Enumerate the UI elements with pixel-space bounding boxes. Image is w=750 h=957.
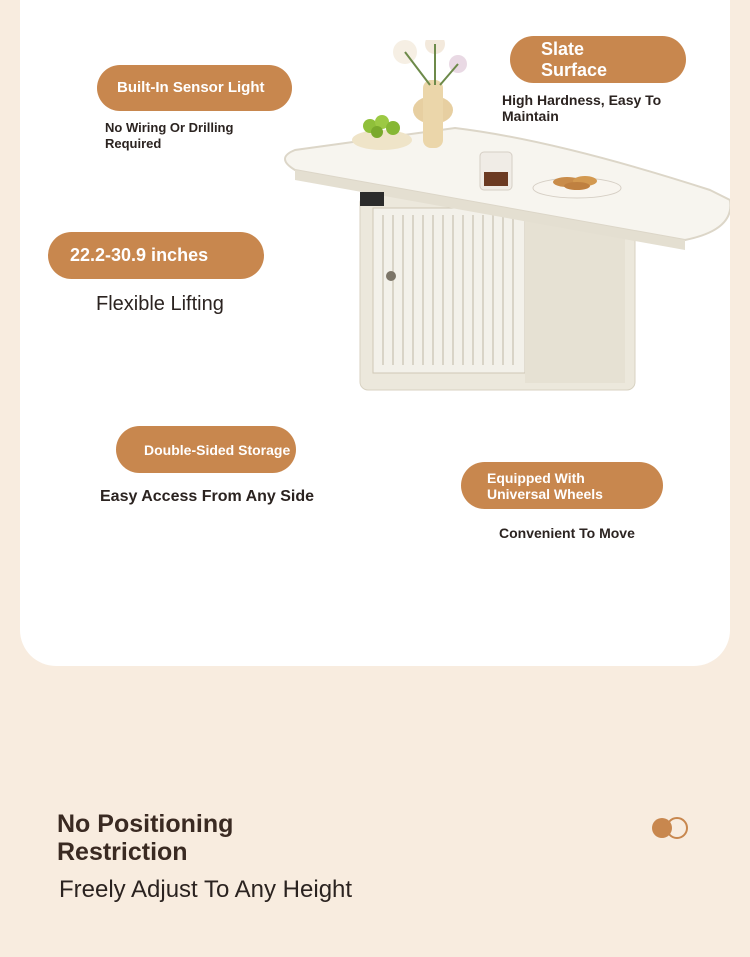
wheels-caption: Convenient To Move bbox=[499, 525, 635, 541]
wheels-badge-text: Equipped With Universal Wheels bbox=[487, 469, 603, 502]
storage-caption: Easy Access From Any Side bbox=[100, 488, 315, 505]
storage-badge-text: Double-Sided Storage bbox=[144, 441, 291, 458]
lifting-caption: Flexible Lifting bbox=[96, 293, 224, 315]
slate-surface-caption: High Hardness, Easy To Maintain bbox=[502, 92, 662, 124]
lifting-range-badge bbox=[48, 232, 264, 279]
sensor-light-caption: No Wiring Or Drilling Required bbox=[105, 120, 234, 151]
sensor-light-badge bbox=[97, 65, 292, 111]
section-title: No Positioning Restriction bbox=[57, 810, 234, 866]
sensor-light-badge-text: Built-In Sensor Light bbox=[117, 79, 265, 96]
two-dot-toggle-icon[interactable] bbox=[650, 816, 690, 840]
slate-surface-badge-text: Slate Surface bbox=[541, 38, 608, 80]
slate-surface-badge bbox=[510, 36, 686, 83]
lifting-range-badge-text: 22.2-30.9 inches bbox=[70, 245, 209, 265]
feature-card bbox=[20, 0, 730, 666]
section-subtitle: Freely Adjust To Any Height bbox=[59, 876, 353, 903]
wheels-badge bbox=[461, 462, 663, 509]
storage-badge bbox=[116, 426, 296, 473]
